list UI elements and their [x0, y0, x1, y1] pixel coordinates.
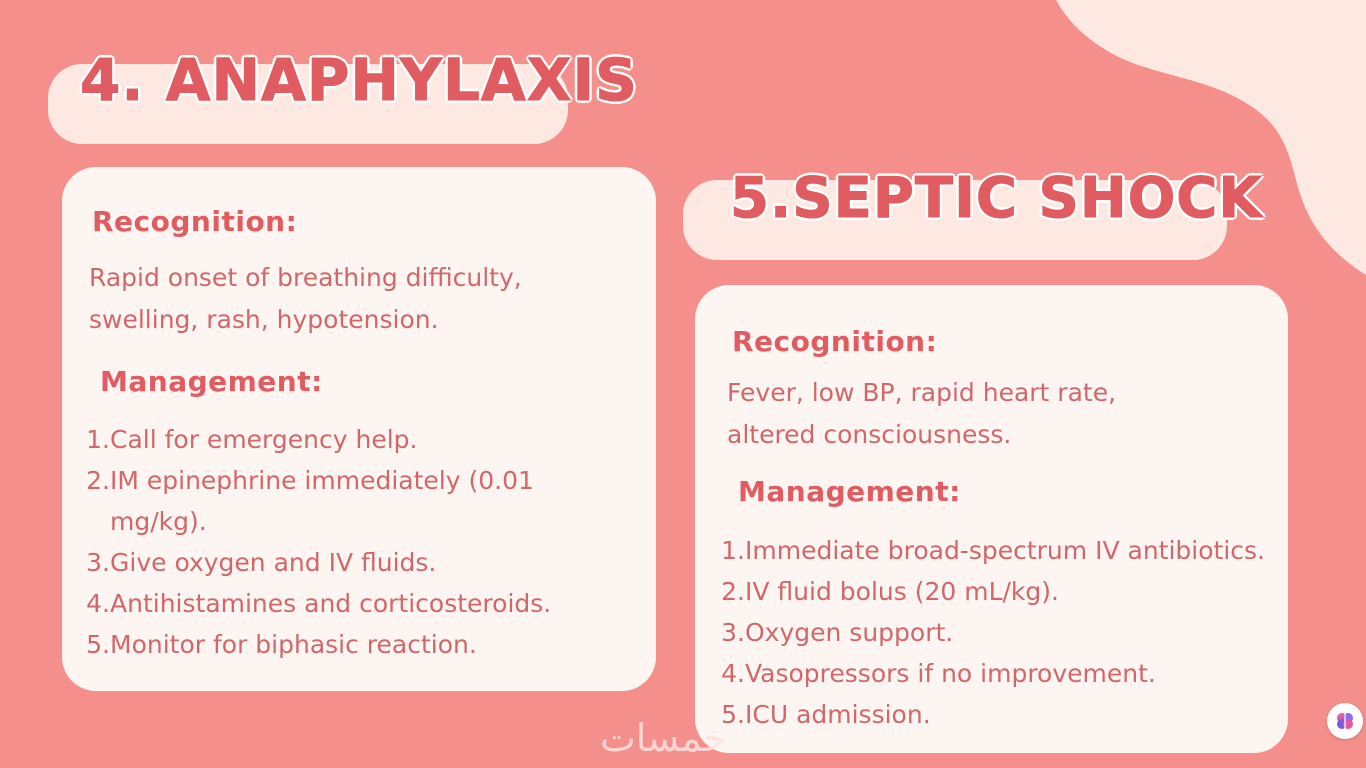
- list-item: 3. Oxygen support.: [721, 618, 954, 647]
- assistant-badge[interactable]: [1327, 703, 1363, 739]
- septic-shock-card: [695, 285, 1288, 753]
- list-item: 5. Monitor for biphasic reaction.: [86, 630, 477, 659]
- list-item: 1. Call for emergency help.: [86, 425, 418, 454]
- list-item: 5. ICU admission.: [721, 700, 931, 729]
- septic-shock-title: 5.SEPTIC SHOCK: [730, 166, 1263, 231]
- brain-icon: [1334, 710, 1356, 732]
- anaphylaxis-recognition-heading: Recognition:: [92, 205, 298, 238]
- septic-shock-recognition-text: Fever, low BP, rapid heart rate, altered consciousness.: [727, 378, 1117, 449]
- list-item: 2. IV fluid bolus (20 mL/kg).: [721, 577, 1059, 606]
- list-item: 4. Vasopressors if no improvement.: [721, 659, 1156, 688]
- septic-shock-steps-list: [721, 530, 1283, 735]
- list-item: 1. Immediate broad-spectrum IV antibiotics.: [721, 536, 1265, 565]
- anaphylaxis-title: 4. ANAPHYLAXIS: [80, 46, 638, 114]
- anaphylaxis-recognition-text: Rapid onset of breathing difficulty, swelling, rash, hypotension.: [89, 263, 522, 334]
- septic-shock-management-heading: Management:: [738, 475, 961, 508]
- watermark: خمسات: [600, 716, 727, 760]
- anaphylaxis-management-heading: Management:: [100, 365, 323, 398]
- list-item: 3. Give oxygen and IV fluids.: [86, 548, 437, 577]
- septic-shock-recognition-heading: Recognition:: [732, 325, 938, 358]
- list-item: 2. IM epinephrine immediately (0.01 mg/kg).: [86, 466, 534, 536]
- anaphylaxis-steps-list: [86, 419, 556, 665]
- list-item: 4. Antihistamines and corticosteroids.: [86, 589, 552, 618]
- anaphylaxis-card: [62, 167, 656, 691]
